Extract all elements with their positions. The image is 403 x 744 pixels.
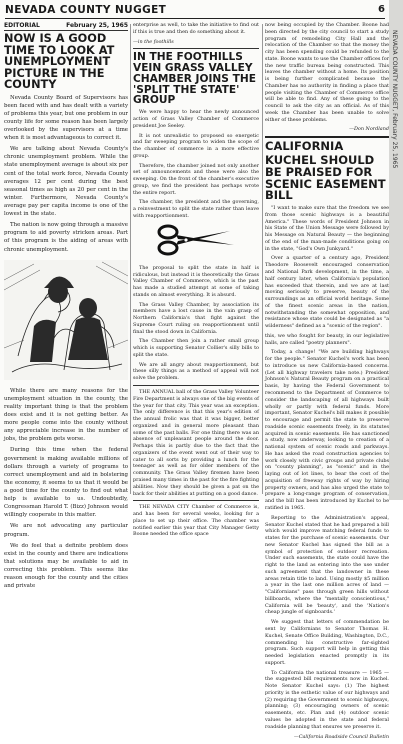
spine-text: NEVADA COUNTY NUGGET, February 25, 1965 xyxy=(391,30,398,169)
kuchel-paragraph: We suggest that letters of commendation be sent by Californians to Senator Thomas H. Kuchel, Senate Office Building, Washington, D.C., commending his constructive far-sighted program. Such support will help in getting this needed legislation enacted promptly in its support. xyxy=(265,619,389,666)
binding-edge xyxy=(389,0,403,500)
section-tag: —in the foothills xyxy=(133,38,174,45)
editorial-paragraph: We are not advocating any particular program. xyxy=(4,523,128,538)
scissors-art xyxy=(133,223,259,261)
continued-paragraph: now being occupied by the Chamber. Boone had been directed by the city council to start a study program of remodeling City Hall and the relocation of the Chamber so that the money the city has been spending could be refunded to the state. Boone wants to use the Chamber offices for the new traffic bureau being constructed. This leaves the chamber without a home. Its position is being further complicated because the Chamber has no authority in finding a place that people visiting the Chamber of Commerce office will be able to find. Any of these going to the council to ask the city as an official. As of this week the Chamber has been unable to solve either of these problems. xyxy=(265,22,389,123)
scissors-icon xyxy=(156,223,236,257)
page-number: 6 xyxy=(378,4,385,15)
masthead xyxy=(5,4,385,19)
kuchel-paragraph: "I want to make sure that the freedom we see from those scenic highways is a beautiful America." These words of President Johnson in his State of the Union Message were followed by his Message on Natural Beauty — the beginning of the end of the man-made conditions going on in the state, "God's Own Junkyard." xyxy=(265,205,389,252)
editorial-paragraph: While there are many reasons for the unemployment situation in the county, the reality important thing is that the problem does exist and it is not getting better. As more people come into the county without any appreciable increase in the number of jobs, the problem gets worse. xyxy=(4,387,128,443)
kuchel-paragraph: Reporting to the Administration's appeal, Senator Kuchel stated that he had prepared a bill which would improve matching federal funds to states for the purchase of scenic easements. Our new Senator Kuchel has signed the bill as a symbol of protection of outdoor recreation. Under such easements, the state could have the right to the land as entering into the use under such agreement that the landowner in these areas retain title to land. Using mostly $5 million a year in the last one million acres of land — "Californians" pass through green hills without billboards, where the "mentally conscientious," California will be 'beauty', and the 'Nation's cheap jungle of signboards.' xyxy=(265,514,389,616)
kuchel-paragraph: this, we who fought for beauty, in our legislative halls, are called "poetry planners". xyxy=(265,332,389,346)
chamber-headline: IN THE FOOTHILLS VEIN GRASS VALLEY CHAMBER JOINS THE 'SPLIT THE STATE' GROUP xyxy=(133,51,256,107)
editorial-label: EDITORIAL xyxy=(4,22,40,29)
column-divider xyxy=(130,24,131,494)
divider xyxy=(133,385,259,386)
editorial-headline: NOW IS A GOOD TIME TO LOOK AT UNEMPLOYMENT PICTURE IN THE COUNTY xyxy=(4,32,115,92)
chamber-paragraph: Therefore, the chamber joined not only another set of announcements and these were also the sweeping. On the front of the chamber's executive group, we find the president has perhaps wrote the entire report. xyxy=(133,162,259,196)
editorial-paragraph: We are talking about Nevada County's chronic unemployment problem. While the state unemployment average is about six per cent of the total work force, Nevada County averages 12 per cent during the best seasonal times as high as 20 per cent in the winter. Furthermore, Nevada County's average pay per capita income is one of the lowest in the state. xyxy=(4,146,128,218)
chamber-paragraph: The proposal to split the state in half is ridiculous, but instead it is theoretically the Grass Valley Chamber of Commerce, which is the past has made a studied attempt at some of taking stands on almost everything. It is absurd. xyxy=(133,264,259,298)
kuchel-paragraph: Today, a change! "We are building highways for the people." Senator Kuchel's work has been to introduce us new California-based concerns. (Let all highway travelers take note.) President Johnson's Natural Beauty program on a practical basis, by having the Federal Government to recommend to the Department of Commerce to consider the landscaping of all highways built wholly or partly with federal funds. More important, Senator Kuchel's bill makes it possible to encourage and permit the state to preserve roadside scenic easements freely, in its statutes acquired in scenic easements. He has sanctioned a study, now underway, looking to creation of a national system of scenic roads and parkways. He has asked the road construction agencies to work closely with civic groups and private clubs on "county planning", as "scenic" and in the laying out of lot lines, to bear the cost of the acquisition of freeway rights of way by hiring property owners, and has also urged the state to prepare a long-range program of conservation, and the bill has been introduced by Kuchel to be ratified in 1965. xyxy=(265,349,389,511)
editorial-continued: enterprise as well, to take the initiative to find out if this is true and then do something about it. xyxy=(133,22,259,35)
chamber-paragraph: The Chamber then join a rather small group which is supporting Senator Collier's silly bills to split the state. xyxy=(133,338,259,358)
source-credit: —California Roadside Council Bulletin xyxy=(293,733,389,740)
chamber-paragraph: We were happy to hear the newly announced action of Grass Valley Chamber of Commerce president Joe Seeley. xyxy=(133,109,259,129)
chamber-paragraph: It is not unrealistic to proposed so energetic and far sweeping program to widen the scope of the chamber of commerce in a more effective group. xyxy=(133,132,259,159)
chamber-paragraph: The Grass Valley Chamber, by association its members have a lost cause in the vain grasp of Northern California's that fight against the Supreme Court ruling on reapportionment until final the stood down in California. xyxy=(133,301,259,335)
divider xyxy=(133,48,259,49)
chamber-paragraph: We are all angry about reapportionment, but these silly things as a method of appeal will not solve the problem. xyxy=(133,361,259,382)
editorial-column xyxy=(4,22,128,593)
editorial-date: February 25, 1965 xyxy=(66,22,128,29)
right-column xyxy=(265,22,389,744)
pioneer-illustration xyxy=(4,260,128,380)
editorial-paragraph: Nevada County Board of Supervisors has been faced with and has dealt with a variety of problems this year, but one problem in our county life for some reason has been largely overlooked by the supervisors at a time when it is most advantageous to correct it. xyxy=(4,94,128,142)
editorial-paragraph: During this time when the federal government is making available millions of dollars through a variety of programs to correct unemployment and aid in bolstering the economy, it seems to us that it would be a good time for the county to find out what help is available to us. Undoubtedly, Congressman Harold T. (Bizz) Johnson would willingly cooperate in this matter. xyxy=(4,447,128,519)
fire-ball-paragraph: THE ANNUAL ball of the Grass Valley Volunteer Fire Department is always one of the big events of the year for that city. This year was an exception. The only difference is that this year's edition of the annual frolic was that it was bigger, better organized and in general more pleasant than some of the past balls. For one thing there was an absence of unpleasant people around the door. Perhaps this is partly due to the fact that the organizers of the event went out of their way to cater to all sorts by providing a lunch for the teenager as well as for older members of the community. The Grass Valley firemen have been praised many times in the past for the fire fighting abilities. Now they should be given a pat on the back for their abilities at putting on a good dance. xyxy=(133,389,259,497)
kuchel-paragraph: Over a quarter of a century ago, President Theodore Roosevelt encouraged conservation and National Park development, in the time, a half century later, when California's population has exceeded that therein, and we are at last moving seriously to preserve, beauty of the surroundings as an official world heritage. Some of the finest scenic areas in the nation, notwithstanding the somewhat opposition, and resistance whose state could be designated as "a wilderness" defined as a "scenic of the region". xyxy=(265,255,389,330)
chamber-column xyxy=(133,22,259,541)
kuchel-footnote: To California the national treasure — 1965 — the suggested bill requirements now in Kuchel. Note Senator Kuchel says: (1) The highest priority is the esthetic value of our highways and (2) requiring the Government to scenic highways, planning; (3) encouraging owners of scenic easements, etc. Plan and (4) outdoor scenic values be adopted in the state and federal roadside planning that ensures we preserve it. xyxy=(265,669,389,730)
column-divider xyxy=(262,24,263,494)
divider xyxy=(265,136,389,138)
editorial-kicker xyxy=(4,22,128,31)
byline: —Don Nordland xyxy=(349,126,389,133)
chamber-paragraph: The chamber, the president and the governing, a reinvestment to split the state rather than leave with reapportionment. xyxy=(133,199,259,219)
newspaper-title: NEVADA COUNTY NUGGET xyxy=(5,4,167,16)
section-label: CALIFORNIA xyxy=(265,139,344,154)
editorial-paragraph: We do feel that a definite problem does exist in the county and there are indications that solutions may be available to aid in correcting this problem. This seems like reason enough for the county and the cities and private xyxy=(4,542,128,590)
kuchel-headline: KUCHEL SHOULD BE PRAISED FOR SCENIC EASEMENT BILL xyxy=(265,153,386,203)
divider xyxy=(133,500,259,501)
editorial-paragraph: The nation is now going through a massive program to aid poverty stricken areas. Part of this program is the aiding of areas with chronic unemployment. xyxy=(4,222,128,253)
chamber-office-paragraph: THE NEVADA CITY Chamber of Commerce is, and has been for several weeks, looking for a place to set up their office. The chamber was notified earlier this year that City Manager Getty Boone needed the office space xyxy=(133,504,259,538)
